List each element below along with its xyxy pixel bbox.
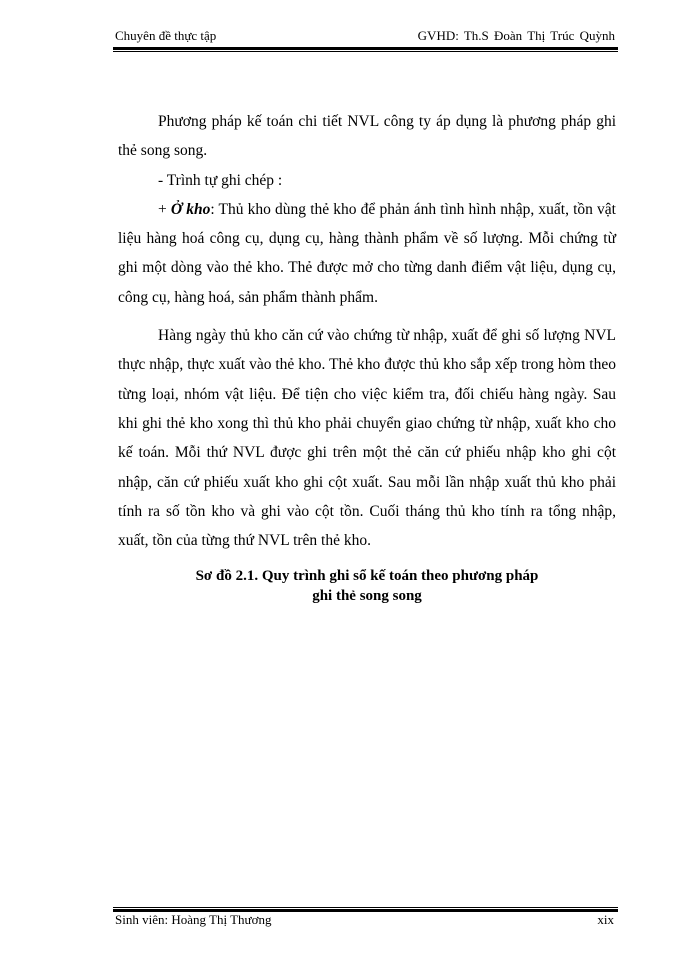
warehouse-prefix: + bbox=[158, 200, 171, 218]
paragraph-warehouse bbox=[118, 195, 616, 312]
body-text bbox=[118, 107, 616, 555]
paragraph-daily-procedure: Hàng ngày thủ kho căn cứ vào chứng từ nhập, xuất để ghi số lượng NVL thực nhập, thực xuất vào thẻ kho. Thẻ kho được thủ kho sắp xếp trong hòm theo từng loại, nhóm vật liệu. Để tiện cho việc kiểm tra, đối chiếu hàng ngày. Sau khi ghi thẻ kho xong thì thủ kho phải chuyển giao chứng từ nhập, xuất kho cho kế toán. Mỗi thứ NVL được ghi trên một thẻ căn cứ phiếu nhập kho ghi cột nhập, căn cứ phiếu xuất kho ghi cột xuất. Sau mỗi lần nhập xuất thủ kho phải tính ra số tồn kho và ghi vào cột tồn. Cuối tháng thủ kho tính ra tổng nhập, xuất, tồn của từng thứ NVL trên thẻ kho. bbox=[118, 327, 616, 550]
paragraph-procedure-heading: - Trình tự ghi chép : bbox=[158, 171, 283, 189]
page-header bbox=[113, 28, 618, 44]
header-rule-thick bbox=[113, 47, 618, 50]
footer-student: Sinh viên: Hoàng Thị Thương bbox=[115, 912, 272, 927]
warehouse-label: Ở kho bbox=[170, 200, 211, 218]
header-rule-thin bbox=[113, 51, 618, 52]
paragraph-method: Phương pháp kế toán chi tiết NVL công ty áp dụng là phương pháp ghi thẻ song song. bbox=[118, 113, 616, 160]
warehouse-text: : Thủ kho dùng thẻ kho để phản ánh tình hình nhập, xuất, tồn vật liệu hàng hoá công cụ, dụng cụ, hàng thành phẩm về số lượng. Mỗi chứng từ ghi một dòng vào thẻ kho. Thẻ được mở cho từng danh điểm vật liệu, dụng cụ, công cụ, hàng hoá, sản phẩm thành phẩm. bbox=[118, 200, 616, 306]
caption-line-2: ghi thẻ song song bbox=[312, 588, 422, 604]
footer-rule-thin bbox=[113, 907, 618, 908]
caption-line-1: Sơ đồ 2.1. Quy trình ghi sổ kế toán theo phương pháp bbox=[195, 568, 539, 584]
figure-caption bbox=[118, 566, 616, 606]
header-advisor: GVHD: Th.S Đoàn Thị Trúc Quỳnh bbox=[417, 28, 615, 43]
header-doc-title: Chuyên đề thực tập bbox=[115, 28, 217, 43]
page-number: xix bbox=[597, 912, 614, 927]
page-footer bbox=[113, 912, 618, 928]
